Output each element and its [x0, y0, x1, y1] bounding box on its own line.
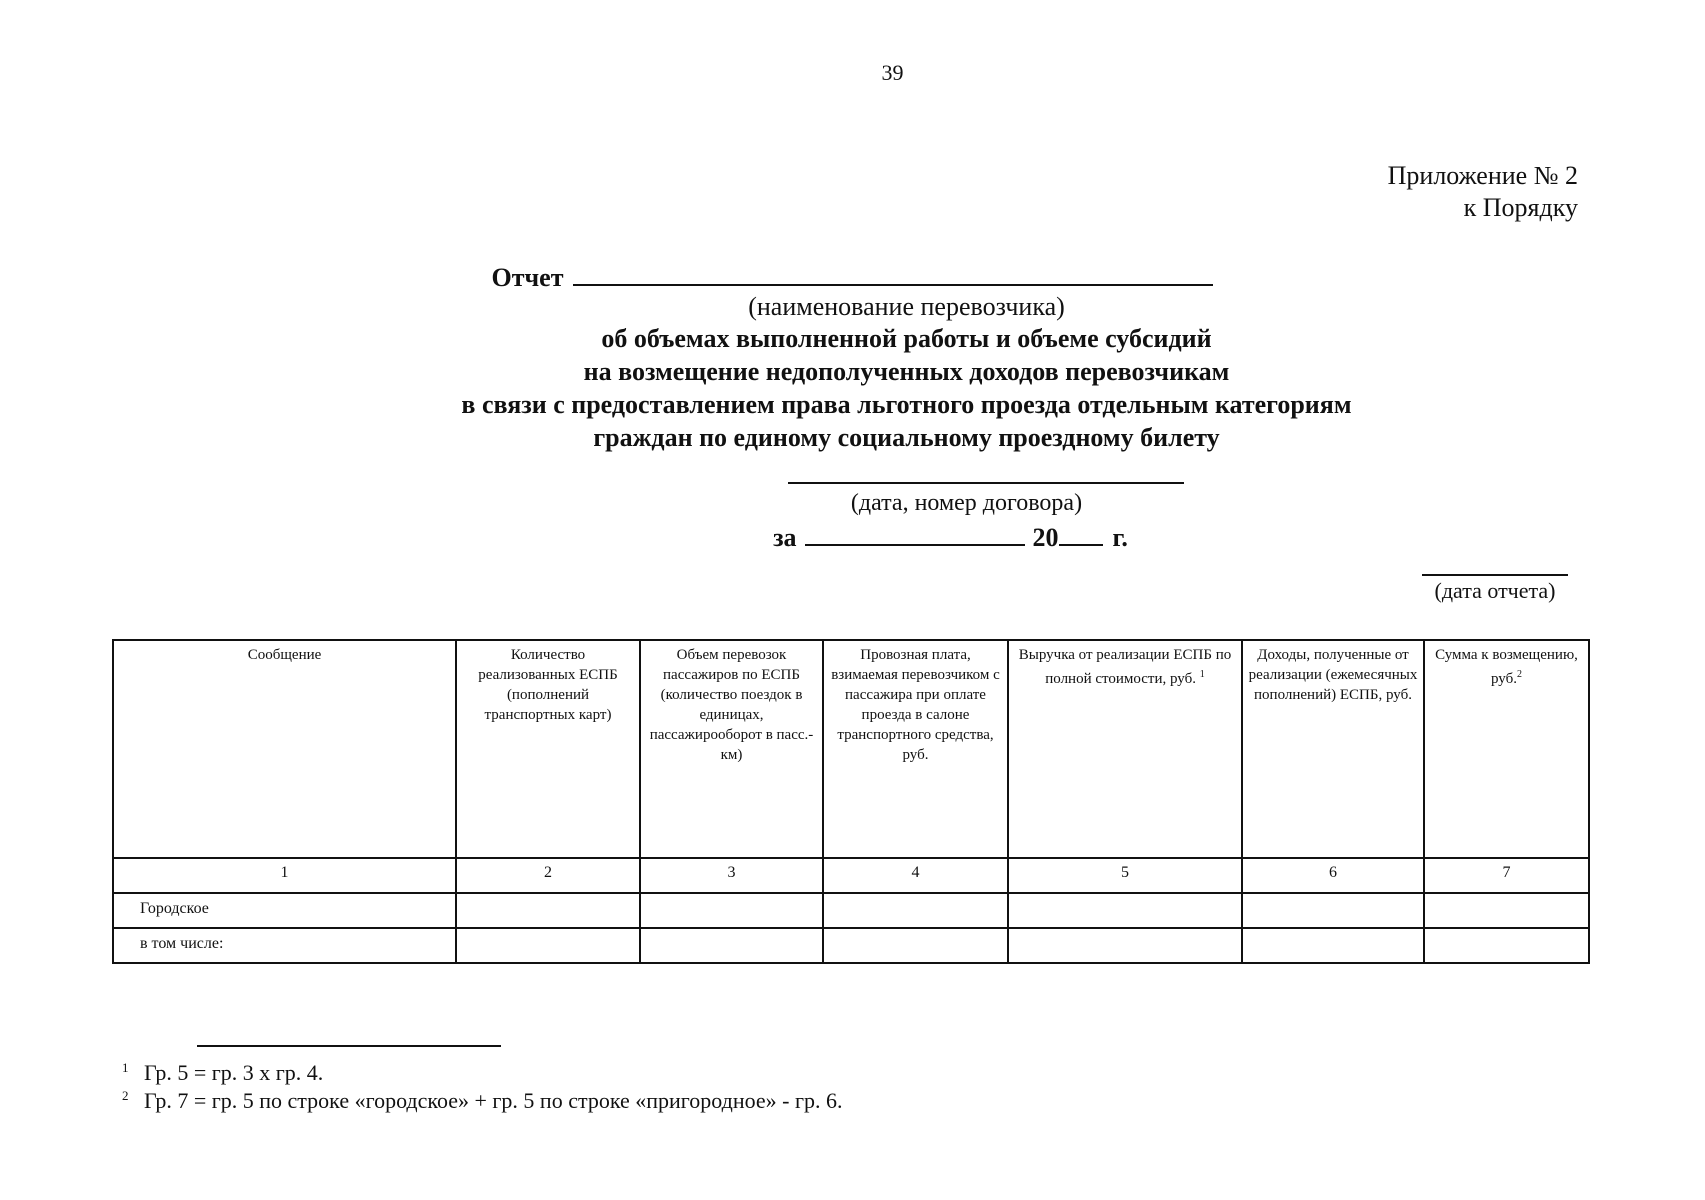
footnote-mark: 1 — [122, 1060, 129, 1075]
footnote-text: Гр. 5 = гр. 3 х гр. 4. — [144, 1060, 324, 1085]
table-cell — [823, 928, 1008, 963]
subtitle-line: об объемах выполненной работы и объеме субсидий — [601, 324, 1212, 353]
column-number: 2 — [456, 858, 640, 893]
table-cell — [456, 893, 640, 928]
carrier-name-blank — [573, 258, 1213, 286]
table-header-row — [113, 640, 1589, 858]
footnote-ref: 2 — [1517, 669, 1522, 680]
footnote-1 — [122, 1060, 323, 1086]
period-suffix: г. — [1112, 523, 1128, 552]
appendix-line-1: Приложение № 2 — [1387, 161, 1578, 190]
table-cell — [1242, 893, 1424, 928]
period-prefix: за — [773, 523, 797, 552]
table-cell — [640, 893, 823, 928]
header-cell: Доходы, полученные от реализации (ежемесячных пополнений) ЕСПБ, руб. — [1242, 640, 1424, 858]
report-title — [0, 258, 1705, 293]
appendix-line-2: к Порядку — [1463, 193, 1578, 222]
table-cell — [456, 928, 640, 963]
header-cell: Объем перевозок пассажиров по ЕСПБ (количество поездок в единицах, пассажирооборот в пасс.-км) — [640, 640, 823, 858]
report-date-caption: (дата отчета) — [1434, 578, 1556, 603]
column-number: 6 — [1242, 858, 1424, 893]
year-blank — [1059, 522, 1103, 546]
row-label: Городское — [113, 893, 456, 928]
table-cell — [1424, 893, 1589, 928]
header-cell: Сообщение — [113, 640, 456, 858]
column-number: 5 — [1008, 858, 1242, 893]
footnote-text: Гр. 7 = гр. 5 по строке «городское» + гр. 5 по строке «пригородное» - гр. 6. — [144, 1088, 843, 1113]
row-label: в том числе: — [113, 928, 456, 963]
column-number: 3 — [640, 858, 823, 893]
header-text: Сумма к возмещению, руб. — [1435, 647, 1578, 687]
subtitle-line: в связи с предоставлением права льготного проезда отдельным категориям — [461, 390, 1352, 419]
report-date-blank-line — [1422, 574, 1568, 576]
header-text: Выручка от реализации ЕСПБ по полной стоимости, руб. — [1018, 647, 1232, 687]
contract-caption: (дата, номер договора) — [850, 490, 1083, 516]
table-cell — [1008, 928, 1242, 963]
table-cell — [640, 928, 823, 963]
table-cell — [823, 893, 1008, 928]
subtitle-line: граждан по единому социальному проездному билету — [593, 423, 1220, 452]
period-blank — [805, 522, 1025, 546]
header-cell: Провозная плата, взимаемая перевозчиком с пассажира при оплате проезда в салоне транспортного средства, руб. — [823, 640, 1008, 858]
table-row — [113, 893, 1589, 928]
table-cell — [1242, 928, 1424, 963]
footnote-ref: 1 — [1199, 669, 1205, 680]
report-title-word: Отчет — [491, 263, 564, 292]
report-period — [98, 522, 1705, 553]
period-year: 20 — [1032, 523, 1059, 552]
column-number: 1 — [113, 858, 456, 893]
column-number: 7 — [1424, 858, 1589, 893]
table-row — [113, 928, 1589, 963]
footnote-2 — [122, 1088, 843, 1114]
appendix-reference — [1388, 160, 1578, 224]
report-subtitle — [54, 322, 1705, 454]
column-number-row — [113, 858, 1589, 893]
page-number: 39 — [881, 60, 904, 85]
subtitle-line: на возмещение недополученных доходов перевозчикам — [583, 357, 1230, 386]
footnote-mark: 2 — [122, 1088, 129, 1103]
header-cell — [1424, 640, 1589, 858]
contract-blank-line — [788, 482, 1184, 484]
footnote-separator — [197, 1045, 501, 1047]
column-number: 4 — [823, 858, 1008, 893]
header-cell: Количество реализованных ЕСПБ (пополнений транспортных карт) — [456, 640, 640, 858]
table-cell — [1008, 893, 1242, 928]
report-table — [112, 639, 1590, 964]
carrier-caption: (наименование перевозчика) — [748, 292, 1065, 321]
table-cell — [1424, 928, 1589, 963]
header-cell — [1008, 640, 1242, 858]
